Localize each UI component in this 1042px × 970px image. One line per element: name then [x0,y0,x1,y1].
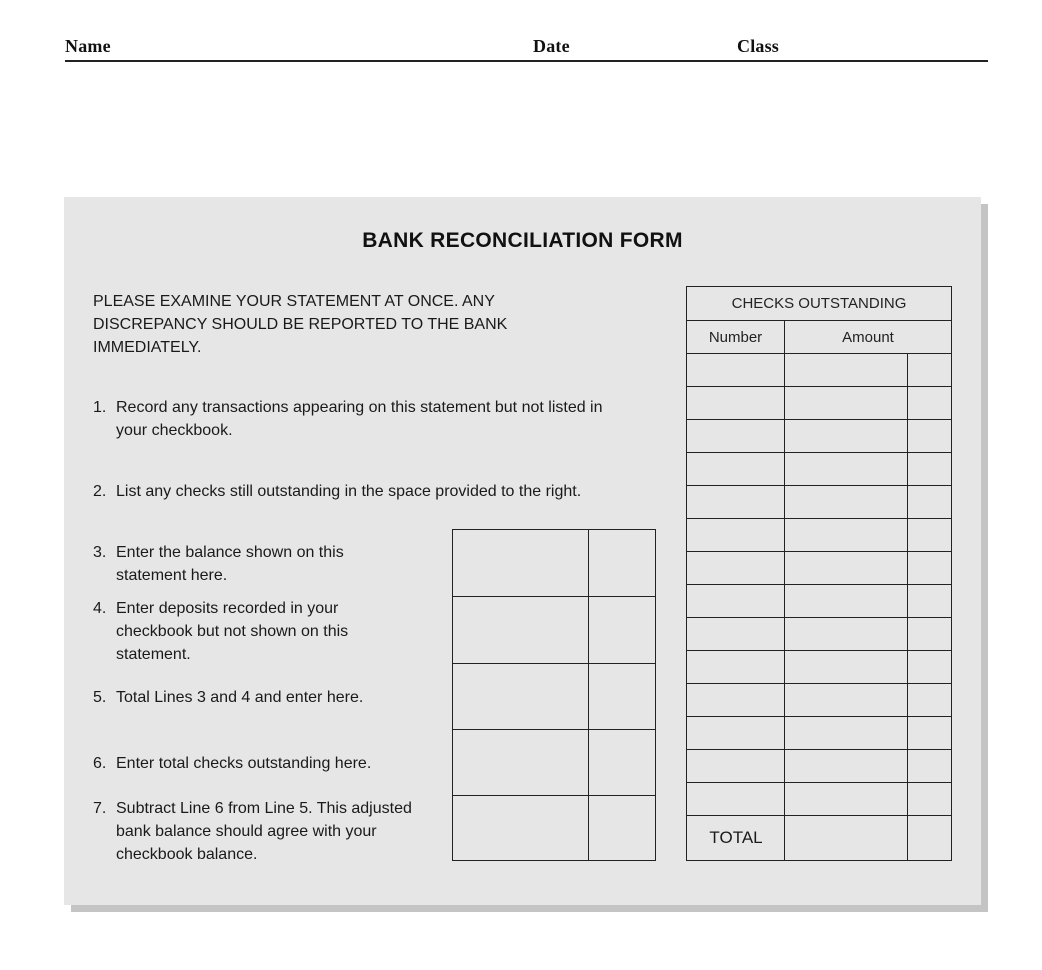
checks-outstanding-title: CHECKS OUTSTANDING [687,287,951,321]
step-5 [93,686,433,709]
check-row[interactable] [687,684,951,717]
check-number-field[interactable] [687,354,785,386]
check-number-field[interactable] [687,618,785,650]
step-text: List any checks still outstanding in the space provided to the right. [116,483,582,500]
notice-text: PLEASE EXAMINE YOUR STATEMENT AT ONCE. ANY DISCREPANCY SHOULD BE REPORTED TO THE BANK IMMEDIATELY. [93,293,508,356]
line-6-entry[interactable] [453,729,655,795]
date-label: Date [533,36,570,56]
total-label: TOTAL [709,828,763,847]
check-amount-dollars-field[interactable] [785,783,908,815]
line-4-dollars-field[interactable] [453,597,588,663]
check-number-field[interactable] [687,783,785,815]
name-label: Name [65,36,111,56]
total-row [687,816,951,860]
line-7-dollars-field[interactable] [453,796,588,860]
check-amount-dollars-field[interactable] [785,651,908,683]
line-3-entry[interactable] [453,530,655,596]
check-row[interactable] [687,618,951,651]
check-row[interactable] [687,750,951,783]
check-amount-cents-field[interactable] [908,519,951,551]
checks-outstanding-table [686,286,952,861]
check-row[interactable] [687,519,951,552]
check-number-field[interactable] [687,453,785,485]
check-row[interactable] [687,585,951,618]
step-text: Record any transactions appearing on this statement but not listed in your checkbook. [116,399,603,439]
step-text: Enter total checks outstanding here. [116,755,372,772]
check-number-field[interactable] [687,486,785,518]
step-number: 2. [93,483,107,500]
line-7-cents-field[interactable] [590,796,654,860]
form-title: BANK RECONCILIATION FORM [362,229,683,252]
check-amount-dollars-field[interactable] [785,618,908,650]
check-number-field[interactable] [687,519,785,551]
check-amount-dollars-field[interactable] [785,387,908,419]
check-number-field[interactable] [687,585,785,617]
line-3-dollars-field[interactable] [453,530,588,596]
step-7 [93,797,423,866]
check-amount-dollars-field[interactable] [785,717,908,749]
step-text: Enter the balance shown on this statement here. [116,544,344,584]
check-amount-cents-field[interactable] [908,420,951,452]
check-row[interactable] [687,783,951,816]
check-row[interactable] [687,651,951,684]
check-amount-dollars-field[interactable] [785,420,908,452]
bank-reconciliation-panel [64,197,981,905]
check-amount-dollars-field[interactable] [785,684,908,716]
line-6-dollars-field[interactable] [453,730,588,795]
check-amount-cents-field[interactable] [908,552,951,584]
check-number-field[interactable] [687,552,785,584]
line-7-entry[interactable] [453,795,655,860]
check-number-field[interactable] [687,684,785,716]
total-label-cell [687,816,785,860]
check-amount-cents-field[interactable] [908,585,951,617]
column-header-number: Number [687,321,785,354]
step-1 [93,396,633,442]
line-4-entry[interactable] [453,596,655,663]
check-row[interactable] [687,552,951,585]
step-text: Total Lines 3 and 4 and enter here. [116,689,364,706]
check-amount-dollars-field[interactable] [785,354,908,386]
line-5-dollars-field[interactable] [453,664,588,729]
check-number-field[interactable] [687,717,785,749]
line-entry-boxes [452,529,656,861]
check-number-field[interactable] [687,651,785,683]
check-amount-cents-field[interactable] [908,486,951,518]
check-amount-cents-field[interactable] [908,354,951,386]
check-amount-cents-field[interactable] [908,750,951,782]
step-number: 5. [93,689,107,706]
check-amount-cents-field[interactable] [908,651,951,683]
total-cents-field[interactable] [908,816,951,860]
check-row[interactable] [687,453,951,486]
step-number: 3. [93,544,107,561]
check-number-field[interactable] [687,420,785,452]
check-amount-cents-field[interactable] [908,684,951,716]
check-number-field[interactable] [687,387,785,419]
check-row[interactable] [687,717,951,750]
check-amount-dollars-field[interactable] [785,750,908,782]
check-amount-dollars-field[interactable] [785,453,908,485]
check-amount-cents-field[interactable] [908,717,951,749]
step-number: 6. [93,755,107,772]
check-number-field[interactable] [687,750,785,782]
check-amount-dollars-field[interactable] [785,519,908,551]
student-info-header [65,36,988,62]
check-amount-cents-field[interactable] [908,387,951,419]
entry-column-divider [588,530,589,860]
check-row[interactable] [687,354,951,387]
check-amount-dollars-field[interactable] [785,552,908,584]
step-3 [93,541,393,587]
step-number: 1. [93,399,107,416]
step-text: Enter deposits recorded in your checkbook but not shown on this statement. [116,600,349,663]
check-amount-dollars-field[interactable] [785,585,908,617]
step-text: Subtract Line 6 from Line 5. This adjusted bank balance should agree with your checkbook balance. [116,800,412,863]
line-3-cents-field[interactable] [590,530,654,596]
class-label: Class [737,36,780,56]
line-6-cents-field[interactable] [590,730,654,795]
step-number: 7. [93,800,107,817]
line-4-cents-field[interactable] [590,597,654,663]
step-number: 4. [93,600,107,617]
step-4 [93,597,393,666]
check-row[interactable] [687,486,951,519]
check-row[interactable] [687,387,951,420]
column-header-amount: Amount [785,321,951,354]
check-row[interactable] [687,420,951,453]
step-2 [93,480,693,503]
total-dollars-field[interactable] [785,816,908,860]
check-amount-cents-field[interactable] [908,618,951,650]
check-amount-cents-field[interactable] [908,783,951,815]
check-amount-cents-field[interactable] [908,453,951,485]
line-5-cents-field[interactable] [590,664,654,729]
check-amount-dollars-field[interactable] [785,486,908,518]
line-5-entry[interactable] [453,663,655,729]
step-6 [93,752,433,775]
